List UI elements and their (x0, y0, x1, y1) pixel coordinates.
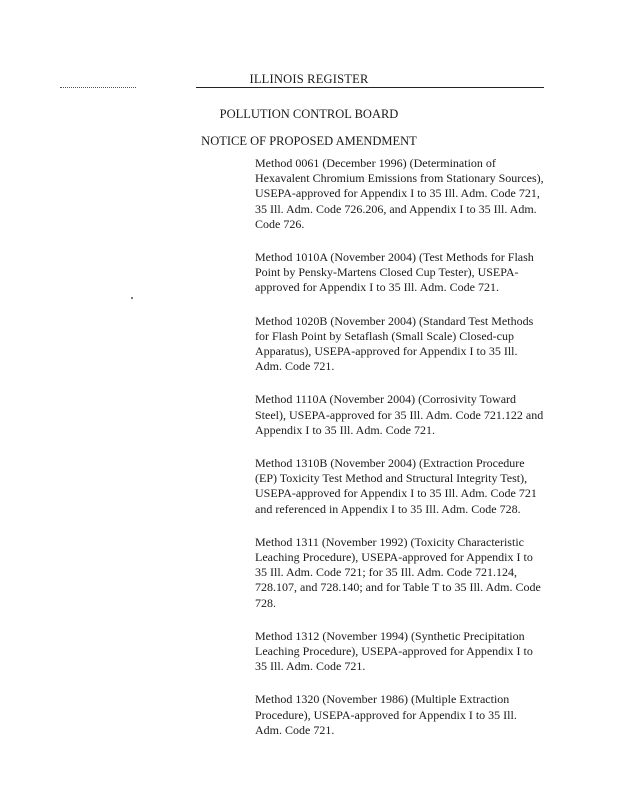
method-entry: Method 1110A (November 2004) (Corrosivity Toward Steel), USEPA-approved for 35 Ill. Adm. Code 721.122 and Appendix I to 35 Ill. Adm. Code 721. (255, 392, 544, 437)
board-name: POLLUTION CONTROL BOARD (219, 107, 399, 121)
header-rule (196, 87, 544, 88)
method-entry: Method 1010A (November 2004) (Test Methods for Flash Point by Pensky-Martens Closed Cup Tester), USEPA-approved for Appendix I to 35 Ill. Adm. Code 721. (255, 250, 534, 295)
scan-speck (131, 297, 133, 299)
method-entry: Method 1020B (November 2004) (Standard Test Methods for Flash Point by Setaflash (Small Scale) Closed-cup Apparatus), USEPA-approved for Appendix I to 35 Ill. Adm. Code 721. (255, 313, 534, 374)
method-entry: Method 1310B (November 2004) (Extraction Procedure (EP) Toxicity Test Method and Structural Integrity Test), USEPA-approved for Appendix I to 35 Ill. Adm. Code 721 and referenced in Appendix I to 35 Ill. Adm. Code 728. (255, 456, 537, 516)
method-list (255, 156, 545, 756)
method-entry: Method 1311 (November 1992) (Toxicity Characteristic Leaching Procedure), USEPA-approved for Appendix I to 35 Ill. Adm. Code 721; for 35 Ill. Adm. Code 721.124, 728.107, and 728.140; and for Table T to 35 Ill. Adm. Code 728. (255, 534, 541, 610)
method-entry: Method 1312 (November 1994) (Synthetic Precipitation Leaching Procedure), USEPA-approved for Appendix I to 35 Ill. Adm. Code 721. (255, 628, 533, 674)
method-entry: Method 0061 (December 1996) (Determination of Hexavalent Chromium Emissions from Stationary Sources), USEPA-approved for Appendix I to 35 Ill. Adm. Code 721, 35 Ill. Adm. Code 726.206, and Appendix I to 35 Ill. Adm. Code 726. (255, 156, 544, 231)
notice-title: NOTICE OF PROPOSED AMENDMENT (201, 134, 417, 148)
register-title: ILLINOIS REGISTER (249, 72, 369, 86)
method-entry: Method 1320 (November 1986) (Multiple Extraction Procedure), USEPA-approved for Appendix I to 35 Ill. Adm. Code 721. (255, 692, 517, 737)
header-rule-left (60, 87, 136, 88)
